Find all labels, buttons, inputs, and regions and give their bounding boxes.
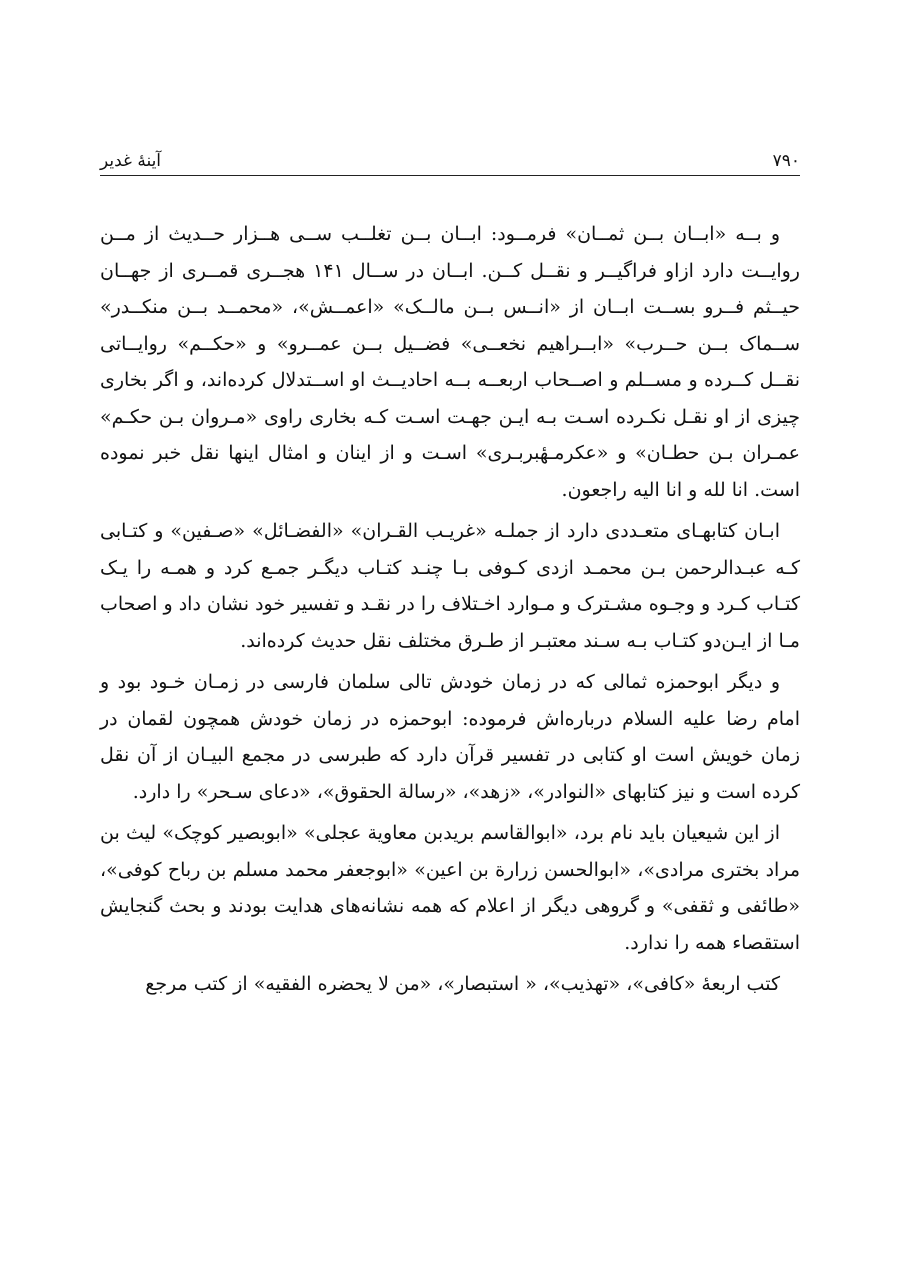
book-title: آینهٔ غدیر <box>100 151 162 171</box>
body-text <box>100 216 800 1008</box>
paragraph: از این شیعیان باید نام برد، «ابوالقاسم بریدبن معاویة عجلی» «ابوبصیر کوچک» لیث بن مراد بختری مرادی»، «ابوالحسن زرارة بن اعین» «ابوجعفر محمد مسلم بن رباح کوفی»، «طائفی و ثقفی» و گروهی دیگر از اعلام که همه نشانه‌های هدایت بودند و بحث گنجایش استقصاء همه را ندارد. <box>100 822 800 954</box>
running-header <box>100 140 800 176</box>
paragraph: کتب اربعهٔ «کافی»، «تهذیب»، « استبصار»، «من لا یحضره الفقیه» از کتب مرجع <box>145 973 780 995</box>
paragraph: ابـان کتابهـای متعـددی دارد از جملـه «غریـب القـران» «الفضـائل» «صـفین» و کتـابی کـه عبـدالرحمن بـن محمـد ازدی کـوفی بـا چنـد کتـاب دیگـر جمـع کرد و همـه را یـک کتـاب کـرد و وجـوه مشـترک و مـوارد اخـتلاف را در نقـد و تفسیر خود نشان داد و اصحاب مـا از ایـن‌دو کتـاب بـه سـند معتبـر از طـرق مختلف نقل حدیث کرده‌اند. <box>100 520 800 652</box>
page-number: ۷۹۰ <box>772 151 800 171</box>
paragraph: و دیگر ابوحمزه ثمالی که در زمان خودش تالی سلمان فارسی در زمـان خـود بود و امام رضا علیه السلام درباره‌اش فرموده: ابوحمزه در زمان خودش همچون لقمان در زمان خویش است او کتابی در تفسیر قرآن دارد که طبرسی در مجمع البیـان از آن نقل کرده است و نیز کتابهای «النوادر»، «زهد»، «رسالة الحقوق»، «دعای سـحر» را دارد. <box>100 671 800 803</box>
paragraph: و بــه «ابــان بــن ثمــان» فرمــود: ابــان بــن تغلــب ســی هــزار حــدیث از مــن روایــت دارد ازاو فراگیــر و نقــل کــن. ابــان در ســال ۱۴۱ هجــری قمــری از جهــان حیــثم فــرو بســت ابــان از «انــس بــن مالــک» «اعمــش»، «محمــد بــن منکــدر» ســماک بــن حــرب» «ابــراهیم نخعــی» فضــیل بــن عمــرو» و «حکــم» روایــاتی نقــل کــرده و مســلم و اصــحاب اربعــه بــه احادیــث او اســتدلال کرده‌اند، و اگر بخاری چیزی از او نقـل نکـرده اسـت بـه ایـن جهـت اسـت کـه بخاری راوی «مـروان بـن حکـم» عمـران بـن حطـان» و «عکرمـهٔبربـری» اسـت و از اینان و امثال اینها نقل خبر نموده است. انا لله و انا الیه راجعون. <box>100 223 800 501</box>
